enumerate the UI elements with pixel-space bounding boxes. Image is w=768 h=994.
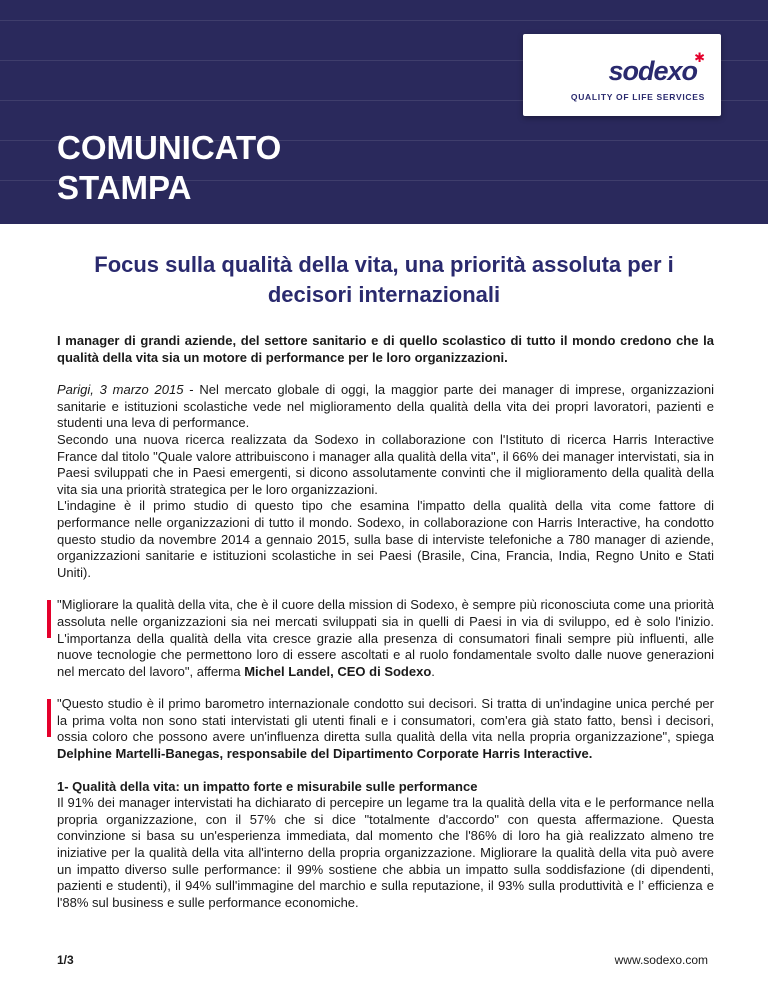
document-type-line-1: COMUNICATO — [57, 129, 282, 166]
intro-paragraph-2: Secondo una nuova ricerca realizzata da Sodexo in collaborazione con l'Istituto di ricerca Harris Interactive France dal titolo "Quale valore attribuiscono i manager alla qualità della vita", il 66% dei manager intervistati, sia in Paesi sviluppati che in Paesi emergenti, si dicono assolutamente convinti che il miglioramento della qualità della vita sia una priorità strategica per le loro organizzazioni. — [57, 431, 714, 497]
quote-landel — [57, 597, 714, 680]
footer-website-link[interactable]: www.sodexo.com — [614, 953, 708, 967]
dateline: Parigi, 3 marzo 2015 — [57, 382, 184, 398]
document-type-label — [57, 128, 281, 208]
quote-accent-bar — [47, 600, 51, 638]
logo-tagline: QUALITY OF LIFE SERVICES — [570, 92, 705, 102]
article-body — [57, 333, 714, 911]
header-stripe — [0, 20, 768, 21]
intro-paragraph-1 — [57, 382, 714, 432]
intro-paragraph-3: L'indagine è il primo studio di questo tipo che esamina l'impatto della qualità della vita come fattore di performance nelle organizzazioni di tutto il mondo. Sodexo, in collaborazione con Harris Interactive, ha condotto questo studio da novembre 2014 a gennaio 2015, sulla base di interviste telefoniche a 780 manager di aziende, organizzazioni sanitarie e istituzioni scolastiche in sei Paesi (Brasile, Cina, Francia, India, Regno Unito e Stati Uniti). — [57, 498, 714, 580]
quote-martelli — [57, 696, 714, 762]
red-star-icon: ✱ — [694, 50, 705, 65]
quote-martelli-text: "Questo studio è il primo barometro internazionale condotto sui decisori. Si tratta di un'indagine unica perché per la prima volta non sono stati intervistati gli utenti finali e i consumatori, com'era già stato fatto, bensì i decisori, ossia coloro che possono avere un'influenza diretta sulla qualità della vita nella propria organizzazione", spiega — [57, 696, 714, 745]
header-banner — [0, 0, 768, 224]
lead-paragraph: I manager di grandi aziende, del settore sanitario e di quello scolastico di tutto il mondo credono che la qualità della vita sia un motore di performance per le loro organizzazioni. — [57, 333, 714, 365]
page-number: 1/3 — [57, 953, 74, 967]
quote-accent-bar — [47, 699, 51, 737]
document-type-line-2: STAMPA — [57, 169, 192, 206]
quote-landel-speaker: Michel Landel, CEO di Sodexo — [244, 663, 432, 679]
logo-wordmark: sodexo — [608, 56, 697, 86]
quote-landel-end: . — [431, 663, 435, 679]
sodexo-logo — [523, 34, 721, 116]
press-release-headline: Focus sulla qualità della vita, una priorità assoluta per i decisori internazionali — [94, 252, 674, 307]
quote-martelli-speaker: Delphine Martelli-Banegas, responsabile del Dipartimento Corporate Harris Interactive. — [57, 746, 593, 762]
section-1-body: Il 91% dei manager intervistati ha dichiarato di percepire un legame tra la qualità della vita e le performance nella propria organizzazione, con il 57% che si dice "totalmente d'accordo" con questa affermazione. Questa convinzione si basa su un'esperienza immediata, dal momento che l'86% di loro ha già realizzato almeno tre iniziative per la qualità della vita all'interno della propria organizzazione. Migliorare la qualità della vita può avere un impatto diverso sulle performance: il 99% sostiene che abbia un impatto sulla soddisfazione (di dipendenti, pazienti e studenti), il 94% sull'immagine del marchio e sulla reputazione, il 93% sulla produttività e l’ efficienza e l'88% sul business e sulle performance economiche. — [57, 795, 714, 910]
intro-text-1: - Nel mercato globale di oggi, la maggior parte dei manager di imprese, organizzazioni sanitarie e istituzioni scolastiche vede nel miglioramento della qualità della vita dei propri lavoratori, pazienti e studenti una leva di performance. — [57, 382, 714, 431]
quote-landel-text: "Migliorare la qualità della vita, che è il cuore della mission di Sodexo, è sempre più riconosciuta come una priorità assoluta nelle organizzazioni sia nei mercati sviluppati sia in quelli di Paesi in via di sviluppo, ed è solo l'inizio. L'importanza della qualità della vita cresce grazie alla presenza di consumatori finali sempre più influenti, alle nuove tecnologie che permettono loro di essere ascoltati e al ruolo fondamentale svolto dalle nuove generazioni nel mercato del lavoro", afferma — [57, 597, 714, 679]
section-1-heading: 1- Qualità della vita: un impatto forte e misurabile sulle performance — [57, 778, 478, 794]
